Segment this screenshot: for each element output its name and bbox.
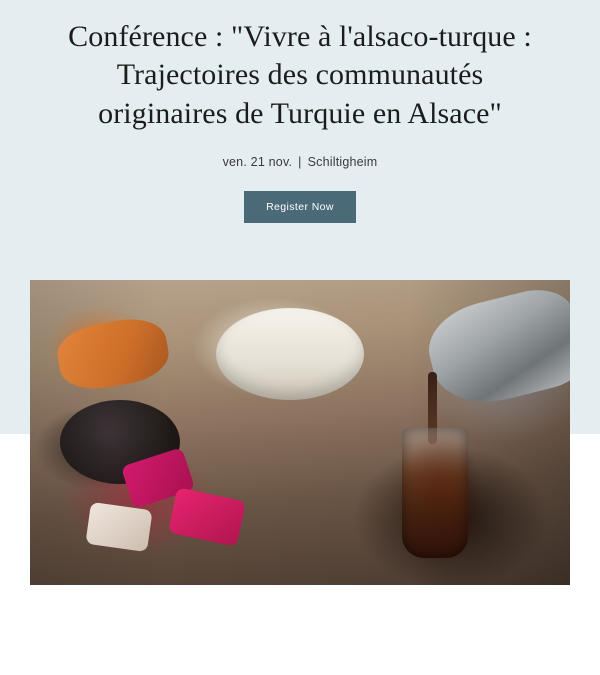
photo-white-bowl <box>216 308 364 400</box>
event-date: ven. 21 nov. <box>222 155 293 170</box>
meta-separator: | <box>298 155 302 170</box>
register-button-container <box>40 191 560 223</box>
event-meta <box>40 155 560 169</box>
photo-candy-white <box>85 502 152 552</box>
photo-tea-glass <box>402 428 468 558</box>
event-location: Schiltigheim <box>307 155 378 170</box>
page-title: Conférence : "Vivre à l'alsaco-turque : Trajectoires des communautés originaires de Turquie en Alsace" <box>68 20 532 130</box>
register-now-button[interactable]: Register Now <box>244 191 356 223</box>
event-hero-image <box>30 280 570 585</box>
